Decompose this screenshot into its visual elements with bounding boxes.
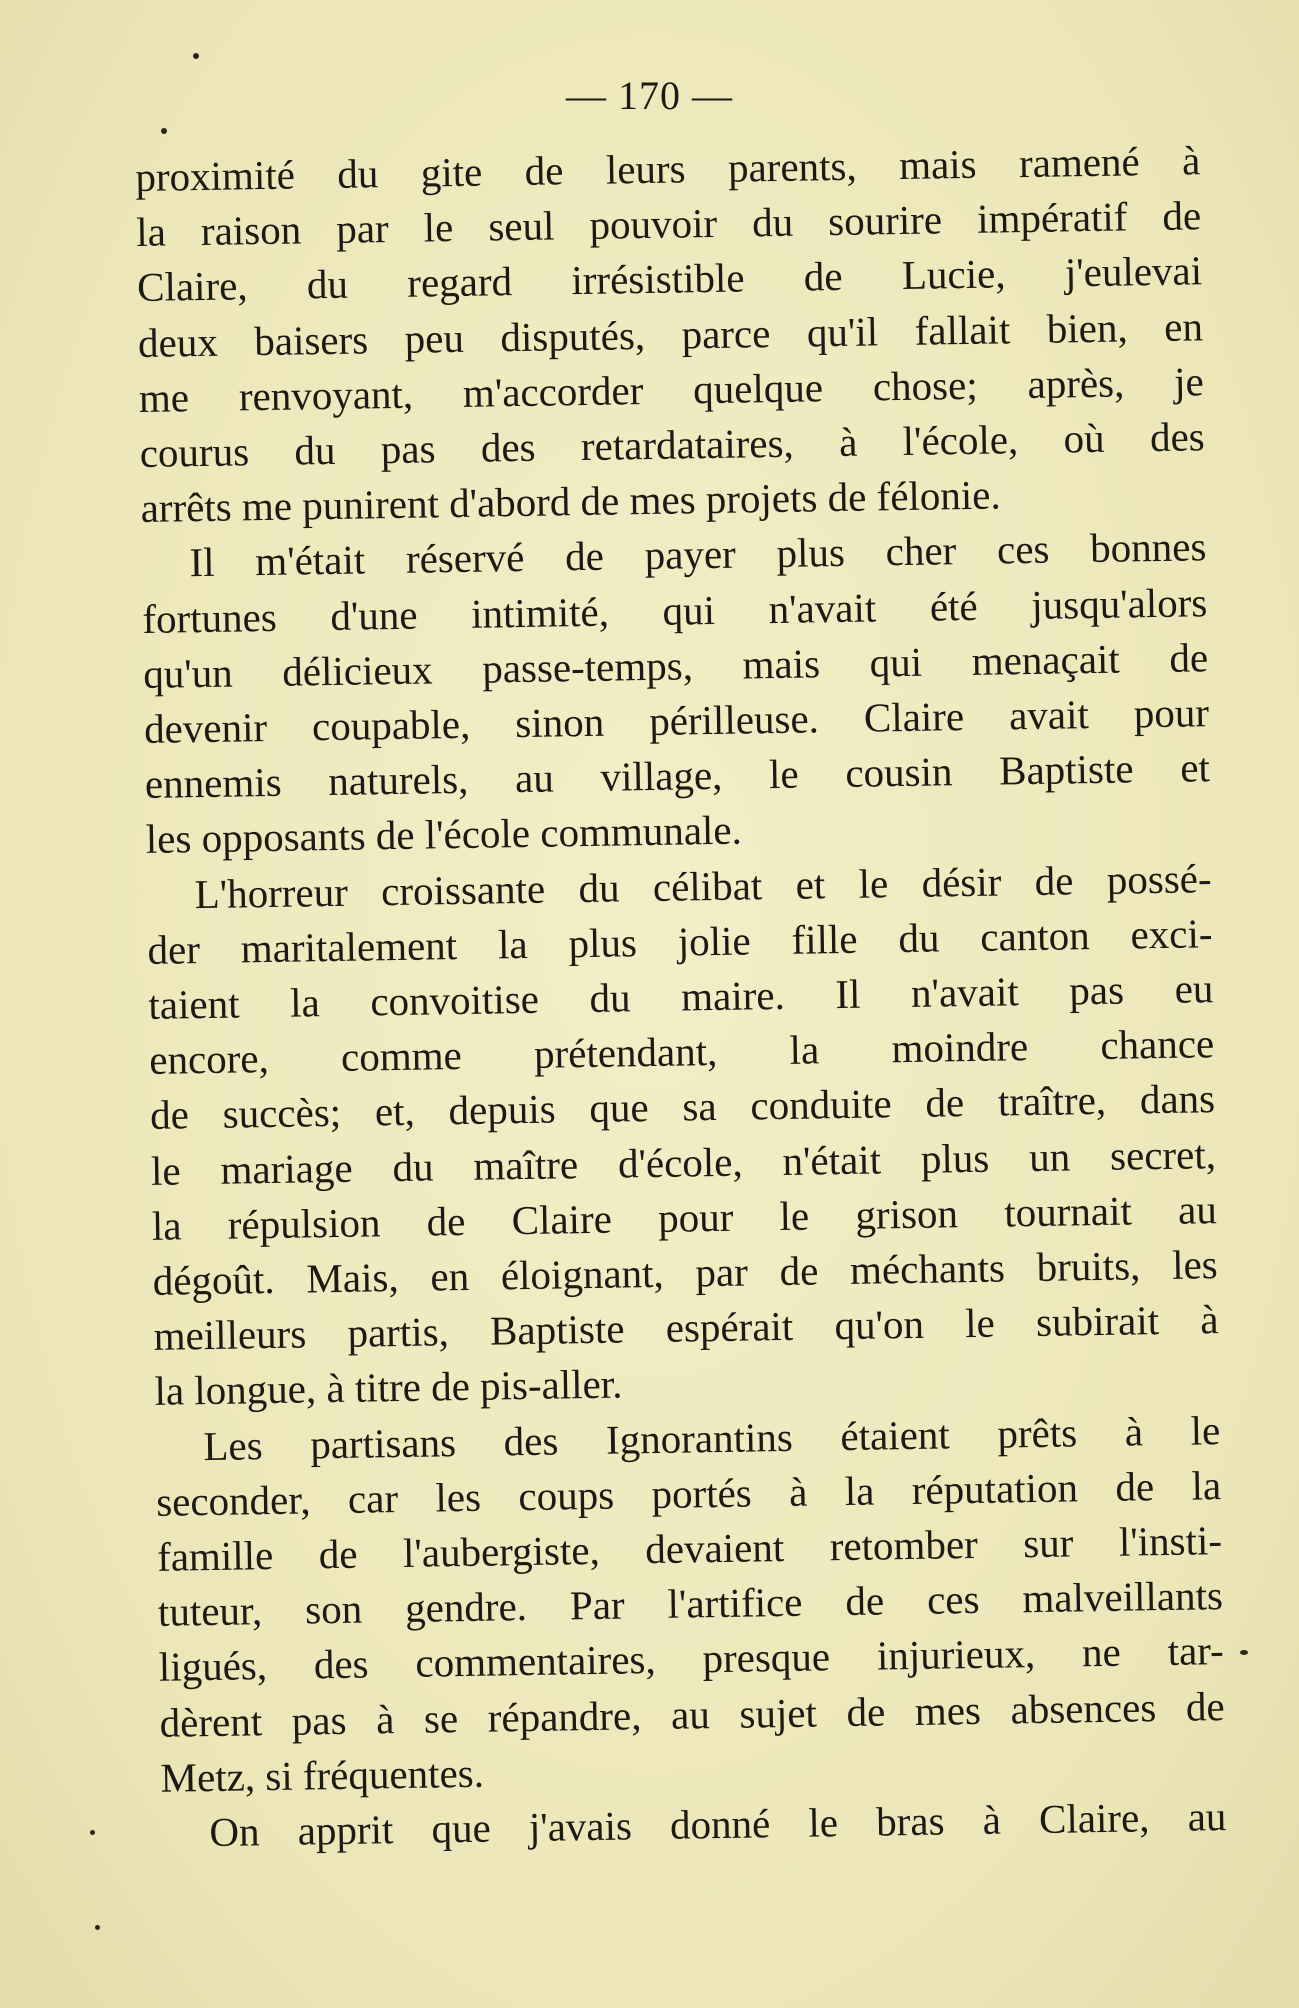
text-line: encore, comme prétendant, la moindre chance — [148, 1020, 1215, 1084]
text-line: qu'un délicieux passe-temps, mais qui menaçait de — [142, 634, 1209, 697]
text-line: Il m'était réservé de payer plus cher ces bonnes — [189, 523, 1207, 586]
text-line: la longue, à titre de pis-aller. — [154, 1360, 623, 1415]
page-number: — 170 — — [566, 73, 733, 118]
text-line: me renvoyant, m'accorder quelque chose; après, je — [138, 358, 1205, 421]
print-speck — [90, 1830, 95, 1835]
text-line: tuteur, son gendre. Par l'artifice de ces malveillants — [157, 1572, 1224, 1636]
text-line: On apprit que j'avais donné le bras à Claire, au — [209, 1793, 1227, 1856]
text-line: la raison par le seul pouvoir du sourire impératif de — [135, 192, 1202, 256]
text-line: le mariage du maître d'école, n'était plus un secret, — [150, 1130, 1217, 1194]
text-line: les opposants de l'école communale. — [145, 806, 743, 863]
text-line: famille de l'aubergiste, devaient retomber sur l'insti- — [156, 1517, 1223, 1580]
text-line: proximité du gite de leurs parents, mais ramené à — [135, 137, 1201, 200]
text-line: meilleurs partis, Baptiste espérait qu'on le subirait à — [153, 1296, 1219, 1360]
text-line: dèrent pas à se répandre, au sujet de mes absences de — [159, 1682, 1225, 1746]
text-line: taient la convoitise du maire. Il n'avait pas eu — [148, 965, 1214, 1028]
text-line: seconder, car les coups portés à la réputation de la — [155, 1461, 1222, 1525]
text-line: der maritalement la plus jolie fille du canton exci- — [147, 910, 1213, 973]
text-line: de succès; et, depuis que sa conduite de traître, dans — [149, 1075, 1216, 1139]
text-line: la répulsion de Claire pour le grison tournait au — [151, 1186, 1218, 1249]
text-line: deux baisers peu disputés, parce qu'il fallait bien, en — [137, 302, 1204, 366]
text-line: ennemis naturels, au village, le cousin Baptiste et — [144, 744, 1211, 808]
text-line: Les partisans des Ignorantins étaient prêts à le — [203, 1406, 1221, 1469]
text-line: dégoût. Mais, en éloignant, par de méchants bruits, les — [152, 1241, 1218, 1304]
text-line: fortunes d'une intimité, qui n'avait été jusqu'alors — [141, 578, 1208, 642]
text-line: arrêts me punirent d'abord de mes projets de félonie. — [140, 471, 1002, 532]
print-speck — [1240, 1650, 1248, 1655]
print-speck — [95, 1925, 100, 1930]
text-line: devenir coupable, sinon périlleuse. Claire avait pour — [143, 689, 1210, 752]
text-line: L'horreur croissante du célibat et le désir de possé- — [194, 854, 1212, 917]
print-speck — [161, 128, 167, 134]
text-line: courus du pas des retardataires, à l'école, où des — [139, 413, 1205, 476]
print-speck — [193, 53, 199, 59]
text-line: Metz, si fréquentes. — [160, 1749, 485, 1801]
body-text — [135, 133, 1227, 1861]
text-line: ligués, des commentaires, presque injurieux, ne tar- — [158, 1627, 1225, 1691]
text-line: Claire, du regard irrésistible de Lucie, j'eulevai — [136, 247, 1203, 311]
